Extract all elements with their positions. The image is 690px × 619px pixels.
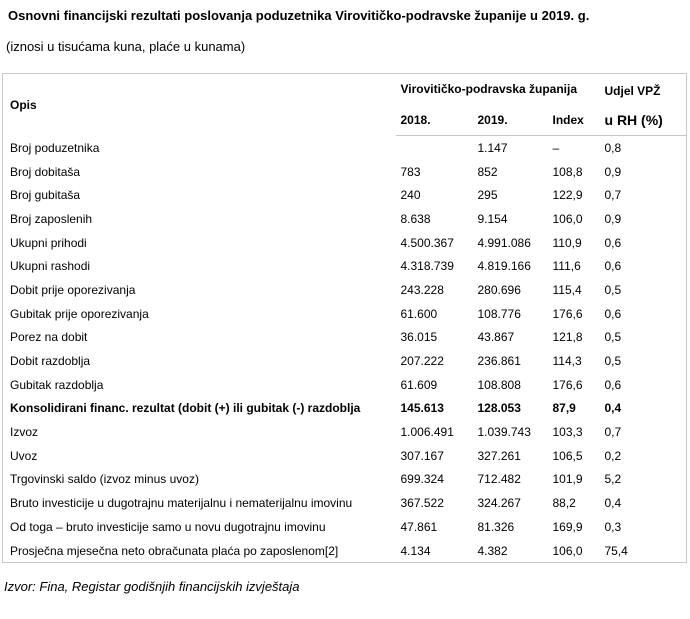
value-share: 0,9: [604, 211, 622, 226]
value-index: 114,3: [552, 354, 582, 369]
value-share: 0,9: [604, 164, 622, 179]
value-share: 0,5: [604, 354, 622, 369]
row-label: Broj zaposlenih: [10, 211, 93, 226]
value-2018: 36.015: [400, 330, 438, 345]
row-label: Gubitak razdoblja: [10, 377, 104, 392]
value-share: 0,2: [604, 448, 622, 463]
row-label: Bruto investicije u dugotrajnu materijalnu i nematerijalnu imovinu: [10, 496, 353, 511]
table-row: [3, 278, 687, 302]
value-index: 106,0: [552, 543, 583, 558]
value-index: 103,3: [552, 425, 583, 440]
value-share: 0,6: [604, 377, 622, 392]
table-header: [3, 74, 687, 136]
financial-results-table: [2, 73, 687, 563]
value-2018: 61.609: [400, 377, 438, 392]
value-2019: 236.861: [477, 354, 521, 369]
value-2019: 108.808: [477, 377, 521, 392]
value-2018: 47.861: [400, 519, 438, 534]
value-2019: 4.819.166: [477, 259, 531, 274]
value-index: 111,6: [552, 259, 581, 274]
header-share-line1: Udjel VPŽ: [604, 84, 661, 98]
value-share: 0,5: [604, 330, 622, 345]
value-2019: 327.261: [477, 448, 521, 463]
row-label: Prosječna mjesečna neto obračunata plaća po zaposlenom[2]: [10, 543, 339, 558]
value-2018: 699.324: [400, 472, 444, 487]
table-row: [3, 349, 687, 373]
value-2018: 61.600: [400, 306, 438, 321]
value-2019: 128.053: [477, 401, 521, 416]
value-index: 101,9: [552, 472, 583, 487]
header-opis: Opis: [10, 97, 37, 112]
value-index: 115,4: [552, 282, 582, 297]
value-index: 121,8: [552, 330, 583, 345]
table-row: [3, 231, 687, 255]
header-county-group: Virovitičko-podravska županija: [400, 82, 578, 96]
value-share: 0,5: [604, 282, 622, 297]
page-title: Osnovni financijski rezultati poslovanja poduzetnika Virovitičko-podravske županije u 2019. g.: [8, 8, 590, 23]
value-2018: 8.638: [400, 211, 431, 226]
row-label: Porez na dobit: [10, 330, 88, 345]
value-2018: 4.500.367: [400, 235, 454, 250]
header-index: Index: [548, 104, 600, 136]
source-note: Izvor: Fina, Registar godišnjih financijskih izvještaja: [4, 579, 300, 595]
page-subtitle: (iznosi u tisućama kuna, plaće u kunama): [6, 39, 246, 54]
value-2018: 243.228: [400, 282, 444, 297]
table-row: [3, 373, 687, 397]
value-2019: 4.991.086: [477, 235, 531, 250]
value-index: 106,0: [552, 211, 583, 226]
value-2018: 307.167: [400, 448, 444, 463]
table-row: [3, 491, 687, 515]
row-label: Ukupni prihodi: [10, 235, 87, 250]
header-2019: 2019.: [473, 104, 548, 136]
value-index: 176,6: [552, 377, 583, 392]
value-2019: 43.867: [477, 330, 515, 345]
value-share: 0,7: [604, 188, 622, 203]
row-label: Dobit prije oporezivanja: [10, 282, 136, 297]
value-2019: 1.039.743: [477, 425, 531, 440]
row-label: Dobit razdoblja: [10, 354, 91, 369]
value-share: 0,3: [604, 519, 622, 534]
value-share: 0,6: [604, 259, 622, 274]
value-2019: 81.326: [477, 519, 515, 534]
value-2019: 9.154: [477, 211, 508, 226]
table-body: [3, 136, 687, 563]
value-index: 87,9: [552, 401, 576, 416]
header-share-line2: u RH (%): [600, 104, 687, 136]
value-index: 108,8: [552, 164, 583, 179]
table-row: [3, 302, 687, 326]
value-share: 0,6: [604, 306, 622, 321]
table-row: [3, 468, 687, 492]
header-group-row: [3, 74, 687, 105]
row-label: Ukupni rashodi: [10, 259, 91, 274]
table-row: [3, 420, 687, 444]
value-2019: 280.696: [477, 282, 521, 297]
value-2018: 4.134: [400, 543, 431, 558]
row-label: Gubitak prije oporezivanja: [10, 306, 149, 321]
value-2018: 783: [400, 164, 421, 179]
value-share: 0,4: [604, 496, 622, 511]
row-label: Konsolidirani financ. rezultat (dobit (+) ili gubitak (-) razdoblja: [10, 401, 361, 416]
value-2018: 240: [400, 188, 421, 203]
table-row: [3, 254, 687, 278]
value-share: 0,6: [604, 235, 622, 250]
value-2018: 367.522: [400, 496, 444, 511]
row-label: Broj poduzetnika: [10, 140, 100, 155]
table-row: [3, 136, 687, 160]
value-index: 122,9: [552, 188, 583, 203]
value-share: 0,7: [604, 425, 622, 440]
table-row: [3, 207, 687, 231]
value-2019: 108.776: [477, 306, 521, 321]
value-2018: 145.613: [400, 401, 444, 416]
row-label: Od toga – bruto investicije samo u novu dugotrajnu imovinu: [10, 519, 326, 534]
table-row: [3, 160, 687, 184]
table-row: [3, 326, 687, 350]
value-index: 110,9: [552, 235, 582, 250]
table-row: [3, 183, 687, 207]
value-2018: 4.318.739: [400, 259, 454, 274]
value-share: 5,2: [604, 472, 622, 487]
value-2019: 324.267: [477, 496, 521, 511]
value-share: 75,4: [604, 543, 628, 558]
value-index: 106,5: [552, 448, 583, 463]
header-2018: 2018.: [396, 104, 473, 136]
table-row: [3, 515, 687, 539]
value-2019: 1.147: [477, 140, 508, 155]
row-label: Uvoz: [10, 448, 38, 463]
table-row: [3, 444, 687, 468]
value-2018: 1.006.491: [400, 425, 454, 440]
value-2018: 207.222: [400, 354, 444, 369]
row-label: Broj dobitaša: [10, 164, 81, 179]
value-2019: 295: [477, 188, 498, 203]
row-label: Broj gubitaša: [10, 188, 81, 203]
row-label: Trgovinski saldo (izvoz minus uvoz): [10, 472, 199, 487]
value-2019: 852: [477, 164, 498, 179]
table-row: [3, 539, 687, 563]
value-index: 169,9: [552, 519, 583, 534]
value-index: –: [552, 140, 560, 155]
value-2019: 4.382: [477, 543, 508, 558]
value-share: 0,4: [604, 401, 622, 416]
value-share: 0,8: [604, 140, 622, 155]
value-2019: 712.482: [477, 472, 521, 487]
table-row: [3, 397, 687, 421]
value-index: 176,6: [552, 306, 583, 321]
row-label: Izvoz: [10, 425, 39, 440]
value-2018: [396, 136, 473, 160]
value-index: 88,2: [552, 496, 576, 511]
